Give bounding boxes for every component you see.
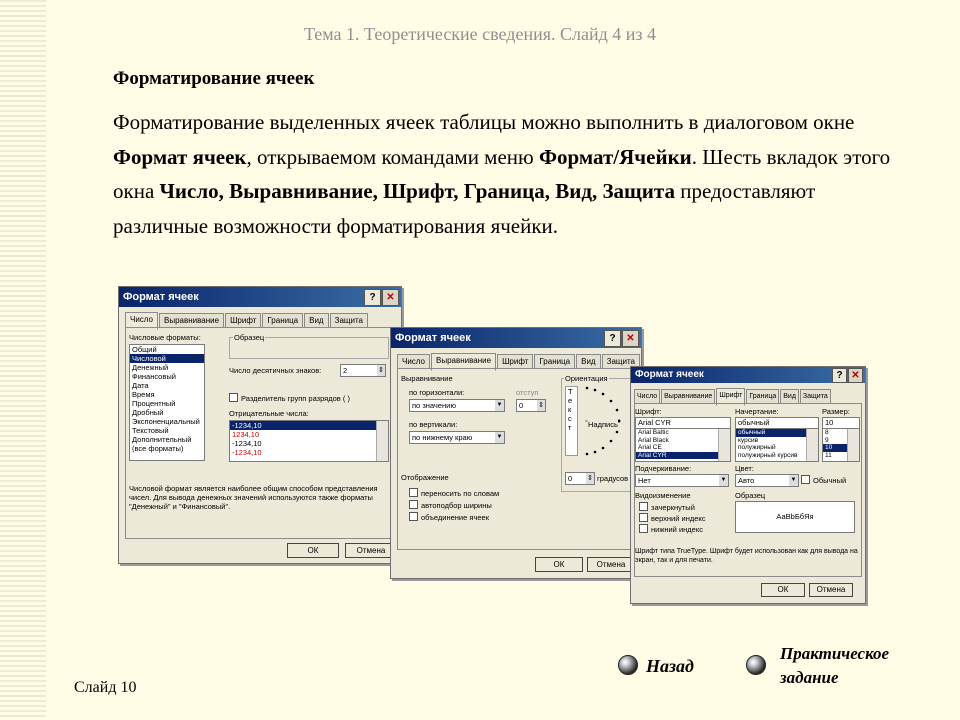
- format-cells-dialog-font: [630, 366, 866, 604]
- tab-alignment[interactable]: Выравнивание: [431, 353, 496, 371]
- decimals-label: Число десятичных знаков:: [229, 366, 322, 375]
- wrap-text-checkbox[interactable]: переносить по словам: [409, 488, 499, 498]
- font-label: Шрифт:: [635, 407, 662, 416]
- cancel-button[interactable]: Отмена: [345, 543, 397, 558]
- list-item-selected[interactable]: -1234,10: [230, 421, 388, 430]
- size-list[interactable]: [822, 428, 860, 462]
- list-item[interactable]: Дополнительный: [132, 435, 192, 444]
- normal-font-checkbox[interactable]: Обычный: [801, 475, 846, 485]
- formats-label: Числовые форматы:: [129, 333, 201, 342]
- list-item[interactable]: -1234,10: [232, 439, 262, 448]
- merge-cells-checkbox[interactable]: объединение ячеек: [409, 512, 489, 522]
- paragraph-text-3: . Шесть вкладок этого окна: [113, 144, 891, 203]
- cancel-button[interactable]: Отмена: [587, 557, 635, 572]
- list-item[interactable]: 1234,10: [232, 430, 260, 439]
- tab-view[interactable]: Вид: [576, 354, 600, 369]
- list-item[interactable]: Arial Black: [638, 436, 669, 444]
- sample-label: Образец: [234, 333, 265, 342]
- help-button[interactable]: ?: [364, 289, 381, 306]
- list-item-selected[interactable]: Числовой: [130, 354, 204, 363]
- font-input[interactable]: Arial CYR: [635, 417, 731, 429]
- list-item-selected[interactable]: обычный: [736, 429, 818, 437]
- effects-group-label: Видоизменение: [635, 491, 691, 500]
- slide-header: Тема 1. Теоретические сведения. Слайд 4 из 4: [303, 24, 657, 44]
- vertical-select[interactable]: по нижнему краю ▼: [409, 431, 505, 444]
- ok-button[interactable]: ОК: [535, 557, 583, 572]
- list-item[interactable]: Денежный: [132, 363, 169, 372]
- format-cells-dialog-alignment: [390, 327, 642, 579]
- tab-alignment[interactable]: Выравнивание: [661, 389, 715, 404]
- list-item[interactable]: Дата: [132, 381, 149, 390]
- tab-protection[interactable]: Защита: [330, 313, 368, 328]
- list-item[interactable]: Общий: [132, 345, 157, 354]
- alignment-group-label: Выравнивание: [401, 374, 453, 383]
- color-label: Цвет:: [735, 464, 754, 473]
- sample-preview: [735, 501, 855, 533]
- display-group-label: Отображение: [401, 473, 449, 482]
- group-separator-checkbox[interactable]: Разделитель групп разрядов ( ): [229, 393, 350, 403]
- tab-font[interactable]: Шрифт: [716, 388, 745, 406]
- decimals-spinner[interactable]: 2 ⇕: [340, 364, 386, 377]
- list-item[interactable]: Экспоненциальный: [132, 417, 200, 426]
- tab-number[interactable]: Число: [125, 312, 158, 330]
- underline-select[interactable]: Нет ▼: [635, 474, 729, 487]
- tab-strip: [634, 389, 859, 403]
- practice-nav-icon[interactable]: [746, 655, 766, 675]
- list-item[interactable]: Arial CE: [638, 444, 662, 451]
- decorative-stripes: [0, 0, 46, 720]
- orientation-letter: е: [568, 396, 573, 405]
- scrollbar[interactable]: [718, 429, 730, 461]
- list-item-selected[interactable]: Arial CYR: [636, 452, 730, 460]
- style-list[interactable]: [735, 428, 819, 462]
- vertical-label: по вертикали:: [409, 420, 458, 429]
- horizontal-select[interactable]: по значению ▼: [409, 399, 505, 412]
- style-label: Начертание:: [735, 407, 779, 416]
- list-item[interactable]: Финансовый: [132, 372, 176, 381]
- list-item[interactable]: 9: [825, 436, 829, 444]
- tab-border[interactable]: Граница: [262, 313, 303, 328]
- list-item[interactable]: Процентный: [132, 399, 176, 408]
- orientation-text-vertical[interactable]: [565, 386, 578, 456]
- orientation-letter: Т: [568, 387, 573, 396]
- list-item[interactable]: (все форматы): [132, 444, 184, 453]
- scrollbar[interactable]: [847, 429, 859, 461]
- back-nav-icon[interactable]: [618, 655, 638, 675]
- paragraph-bold-1: Формат ячеек: [113, 144, 247, 169]
- tab-number[interactable]: Число: [634, 389, 660, 404]
- orientation-letter: к: [568, 405, 572, 414]
- tab-border[interactable]: Граница: [534, 354, 575, 369]
- help-button[interactable]: ?: [604, 330, 621, 347]
- list-item[interactable]: Время: [132, 390, 155, 399]
- indent-label: отступ: [516, 388, 539, 397]
- negative-numbers-label: Отрицательные числа:: [229, 409, 309, 418]
- sample-text: АаВbБбЯя: [776, 512, 814, 521]
- format-description: Числовой формат является наиболее общим способом представления чисел. Для вывода денежных значений используются также форматы "Денежный" и "Финансовый".: [129, 484, 378, 511]
- tab-alignment[interactable]: Выравнивание: [159, 313, 224, 328]
- paragraph-text-4: предоставляют различные возможности форматирования ячейки.: [113, 179, 816, 238]
- list-item[interactable]: Текстовый: [132, 426, 169, 435]
- strikethrough-checkbox[interactable]: зачеркнутый: [639, 502, 695, 512]
- help-button[interactable]: ?: [832, 368, 847, 383]
- ok-button[interactable]: ОК: [287, 543, 339, 558]
- indent-spinner[interactable]: 0 ⇕: [516, 399, 546, 412]
- orientation-label: Ориентация: [565, 374, 608, 383]
- list-item-selected[interactable]: 10: [823, 444, 859, 452]
- cancel-button[interactable]: Отмена: [809, 583, 853, 597]
- body-paragraph: [113, 105, 903, 243]
- tab-protection[interactable]: Защита: [602, 354, 640, 369]
- tab-view[interactable]: Вид: [304, 313, 328, 328]
- size-label: Размер:: [822, 407, 850, 416]
- degrees-label: градусов: [597, 474, 629, 483]
- back-link[interactable]: Назад: [646, 656, 694, 676]
- list-item[interactable]: полужирный курсив: [738, 451, 798, 459]
- list-item[interactable]: 8: [825, 429, 829, 436]
- slide-number: Слайд 10: [74, 679, 137, 696]
- tab-view[interactable]: Вид: [780, 389, 799, 404]
- underline-label: Подчеркивание:: [635, 464, 692, 473]
- dialog-titlebar: Формат ячеек: [391, 328, 641, 348]
- paragraph-bold-3: Число, Выравнивание, Шрифт, Граница, Вид, Защита: [159, 179, 675, 203]
- formats-list[interactable]: [129, 344, 205, 461]
- close-button[interactable]: ✕: [382, 289, 399, 306]
- orientation-letter: с: [568, 414, 572, 423]
- paragraph-bold-2: Формат/Ячейки: [538, 144, 692, 169]
- sample-label: Образец: [735, 491, 766, 500]
- scrollbar[interactable]: [806, 429, 818, 461]
- ok-button[interactable]: ОК: [761, 583, 805, 597]
- list-item[interactable]: Arial Baltic: [638, 429, 669, 436]
- close-button[interactable]: ✕: [848, 368, 863, 383]
- tab-border[interactable]: Граница: [746, 389, 779, 404]
- color-select[interactable]: Авто ▼: [735, 474, 799, 487]
- superscript-checkbox[interactable]: верхний индекс: [639, 513, 706, 523]
- tab-font[interactable]: Шрифт: [497, 354, 533, 369]
- format-cells-dialog-number: [118, 286, 402, 564]
- orientation-caption: Надпись: [588, 420, 618, 429]
- font-description: Шрифт типа TrueType. Шрифт будет использован как для вывода на экран, так и для печати.: [635, 548, 858, 564]
- list-item[interactable]: 11: [825, 451, 832, 459]
- scrollbar[interactable]: [376, 421, 388, 461]
- list-item[interactable]: полужирный: [738, 444, 776, 451]
- dialog-titlebar: Формат ячеек: [631, 367, 865, 383]
- section-title: Форматирование ячеек: [113, 68, 315, 89]
- tab-number[interactable]: Число: [397, 354, 430, 369]
- tab-font[interactable]: Шрифт: [225, 313, 261, 328]
- negative-numbers-list[interactable]: [229, 420, 389, 462]
- paragraph-text-2: , открываемом командами меню: [246, 144, 539, 169]
- practice-task-link[interactable]: Практическое задание: [780, 644, 890, 687]
- tab-strip: [397, 354, 635, 368]
- orientation-letter: т: [568, 423, 572, 432]
- paragraph-text-1: Форматирование выделенных ячеек таблицы можно выполнить в диалоговом окне: [113, 110, 855, 134]
- style-input[interactable]: обычный: [735, 417, 819, 429]
- tab-strip: [125, 313, 395, 327]
- shrink-to-fit-checkbox[interactable]: автоподбор ширины: [409, 500, 492, 510]
- list-item[interactable]: -1234,10: [232, 448, 262, 457]
- subscript-checkbox[interactable]: нижний индекс: [639, 524, 703, 534]
- size-input[interactable]: 10: [822, 417, 860, 429]
- list-item[interactable]: курсив: [738, 436, 759, 444]
- font-list[interactable]: [635, 428, 731, 462]
- dialog-titlebar: Формат ячеек: [119, 287, 401, 307]
- list-item[interactable]: Дробный: [132, 408, 164, 417]
- degrees-spinner[interactable]: 0 ⇕: [565, 472, 595, 485]
- horizontal-label: по горизонтали:: [409, 388, 465, 397]
- tab-protection[interactable]: Защита: [800, 389, 831, 404]
- close-button[interactable]: ✕: [622, 330, 639, 347]
